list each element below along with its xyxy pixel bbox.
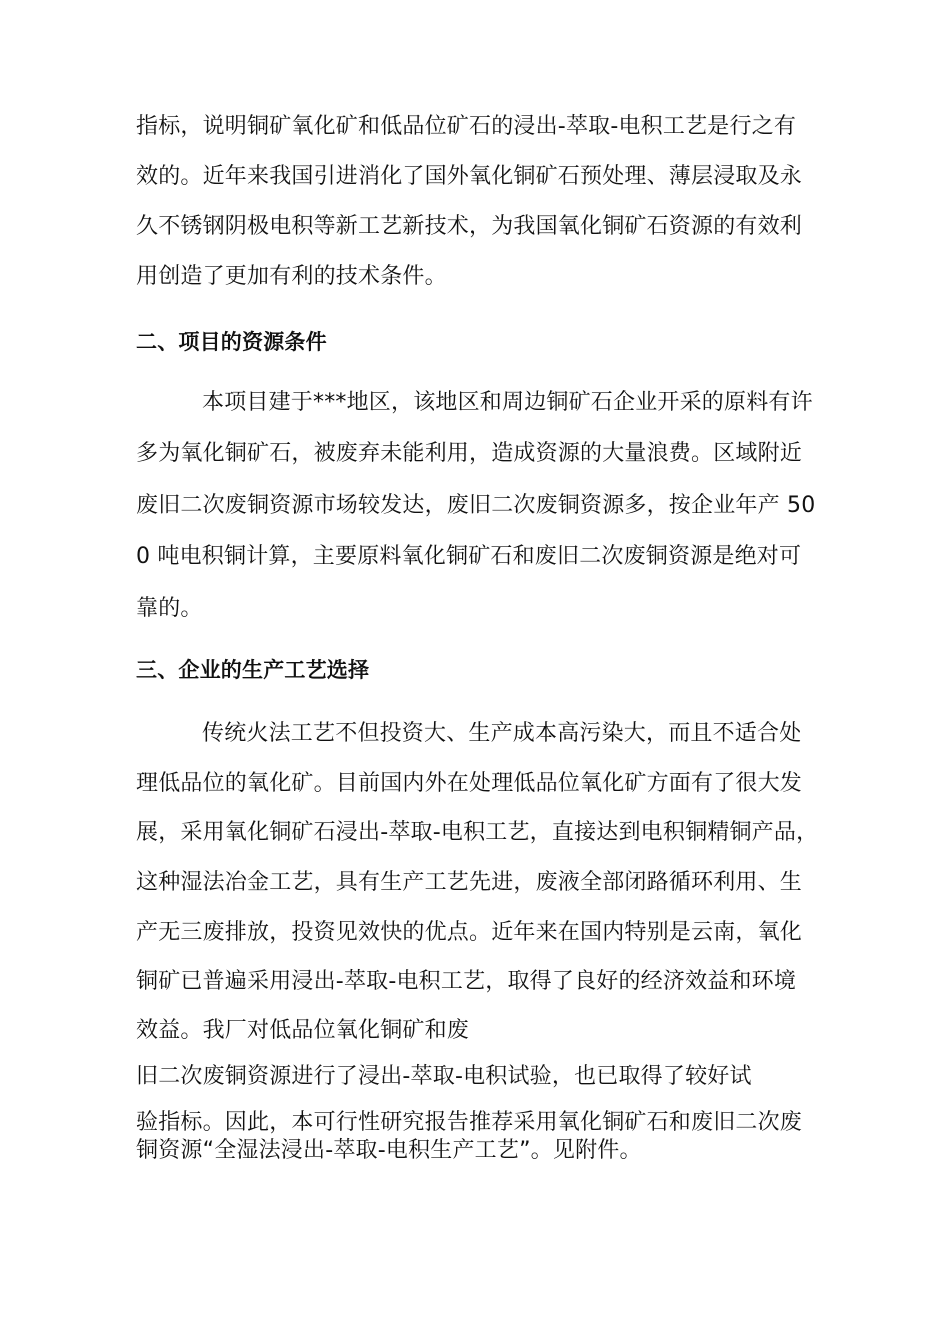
section-heading-resource-conditions: 二、项目的资源条件 [136, 330, 327, 354]
paragraph-3-line-4: 这种湿法冶金工艺，具有生产工艺先进，废液全部闭路循环利用、生 [136, 870, 803, 895]
paragraph-3-line-1: 传统火法工艺不但投资大、生产成本高污染大，而且不适合处 [202, 721, 802, 746]
paragraph-3-line-5: 产无三废排放，投资见效快的优点。近年来在国内特别是云南，氧化 [136, 920, 803, 945]
paragraph-2-line-1: 本项目建于***地区，该地区和周边铜矿石企业开采的原料有许 [202, 390, 813, 415]
section-heading-process-selection: 三、企业的生产工艺选择 [136, 658, 370, 682]
paragraph-1-line-3: 久不锈钢阴极电积等新工艺新技术，为我国氧化铜矿石资源的有效利 [136, 214, 803, 239]
paragraph-3-line-2: 理低品位的氧化矿。目前国内外在处理低品位氧化矿方面有了很大发 [136, 771, 803, 796]
paragraph-2-line-4: 0 吨电积铜计算，主要原料氧化铜矿石和废旧二次废铜资源是绝对可 [136, 544, 802, 569]
paragraph-3-line-6: 铜矿已普遍采用浸出-萃取-电积工艺，取得了良好的经济效益和环境 [136, 969, 797, 994]
paragraph-2-line-5: 靠的。 [136, 596, 203, 621]
paragraph-1-line-2: 效的。近年来我国引进消化了国外氧化铜矿石预处理、薄层浸取及永 [136, 164, 803, 189]
paragraph-2-line-2: 多为氧化铜矿石，被废弃未能利用，造成资源的大量浪费。区域附近 [136, 441, 803, 466]
paragraph-1-line-4: 用创造了更加有利的技术条件。 [136, 264, 447, 289]
paragraph-3-line-10: 铜资源“全湿法浸出-萃取-电积生产工艺”。见附件。 [136, 1138, 642, 1163]
paragraph-3-line-8: 旧二次废铜资源进行了浸出-萃取-电积试验，也已取得了较好试 [136, 1064, 752, 1089]
paragraph-1-line-1: 指标，说明铜矿氧化矿和低品位矿石的浸出-萃取-电积工艺是行之有 [136, 114, 797, 139]
paragraph-3-line-9: 验指标。因此，本可行性研究报告推荐采用氧化铜矿石和废旧二次废 [136, 1110, 803, 1135]
paragraph-3-line-7: 效益。我厂对低品位氧化铜矿和废 [136, 1018, 470, 1043]
paragraph-2-line-3: 废旧二次废铜资源市场较发达，废旧二次废铜资源多，按企业年产 50 [136, 493, 816, 518]
paragraph-3-line-3: 展，采用氧化铜矿石浸出-萃取-电积工艺，直接达到电积铜精铜产品， [136, 820, 819, 845]
